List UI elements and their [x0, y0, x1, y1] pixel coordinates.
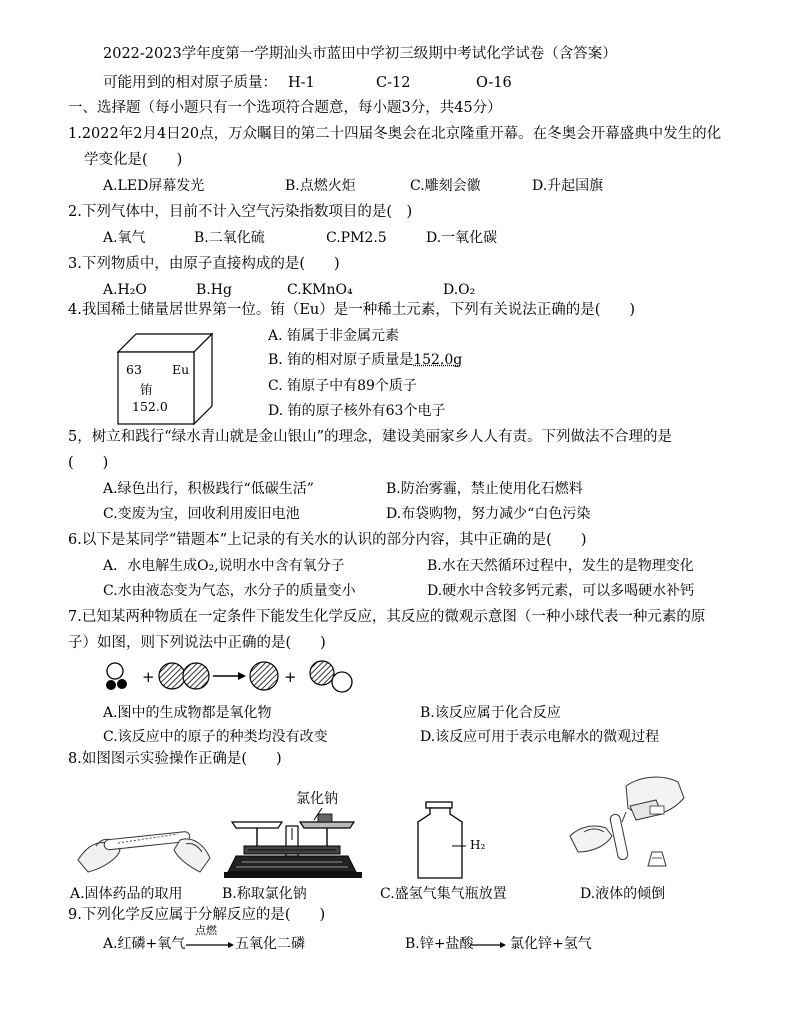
q9-stem: 9.下列化学反应属于分解反应的是( )	[68, 907, 326, 923]
q4-option-b-value: 152.0g	[413, 352, 463, 368]
reaction-microscopic-diagram	[100, 658, 360, 696]
q2-option-b: B.二氧化硫	[194, 230, 265, 246]
element-symbol: Eu	[172, 362, 190, 377]
q8-caption-d: D.液体的倾倒	[580, 886, 666, 902]
q8-caption-a: A.固体药品的取用	[70, 886, 183, 902]
q7-option-c: C.该反应中的原子的种类均没有改变	[103, 729, 328, 745]
q7-stem-line2: 子）如图，则下列说法中正确的是( )	[68, 635, 326, 651]
q8-caption-b: B.称取氯化钠	[222, 886, 307, 902]
q5-option-a: A.绿色出行，积极践行“低碳生活”	[103, 481, 314, 497]
q1-stem-line2: 学变化是( )	[84, 152, 183, 168]
q2-option-c: C.PM2.5	[326, 230, 387, 246]
q9-option-a-condition: 点燃	[195, 924, 217, 937]
atomic-mass-o: O-16	[476, 75, 512, 91]
element-number: 63	[126, 362, 142, 377]
atomic-mass-c: C-12	[376, 75, 411, 91]
q4-option-c: C. 铕原子中有89个质子	[268, 378, 417, 394]
q8-stem: 8.如图图示实验操作正确是( )	[68, 751, 282, 767]
q6-option-a: A．水电解生成O₂,说明水中含有氧分子	[103, 558, 345, 574]
q1-option-d: D.升起国旗	[532, 178, 604, 194]
section-heading: 一、选择题（每小题只有一个选项符合题意，每小题3分，共45分）	[68, 100, 502, 116]
plus-sign-1: +	[142, 668, 155, 686]
product-molecule-1	[250, 662, 278, 690]
q6-option-d: D.硬水中含较多钙元素，可以多喝硬水补钙	[427, 583, 695, 599]
q6-option-b: B.水在天然循环过程中，发生的是物理变化	[427, 558, 694, 574]
q2-stem: 2.下列气体中，目前不计入空气污染指数项目的是( )	[68, 204, 413, 220]
q1-option-b: B.点燃火炬	[285, 178, 356, 194]
q6-stem: 6.以下是某同学“错题本”上记录的有关水的认识的部分内容，其中正确的是( )	[68, 532, 587, 548]
atomic-mass-label: 可能用到的相对原子质量：	[103, 75, 277, 91]
q5-option-d: D.布袋购物，努力减少“白色污染	[386, 506, 591, 522]
atomic-mass-h: H-1	[288, 75, 315, 91]
q8-caption-c: C.盛氢气集气瓶放置	[380, 886, 507, 902]
reactant-molecule-1	[106, 663, 127, 690]
q2-option-a: A.氧气	[103, 230, 146, 246]
q5-option-b: B.防治雾霾，禁止使用化石燃料	[386, 481, 583, 497]
q4-option-a: A. 铕属于非金属元素	[268, 328, 400, 344]
plus-sign-2: +	[284, 668, 297, 686]
q3-option-b: B.Hg	[196, 282, 232, 298]
q9-option-b-arrow	[470, 940, 506, 950]
q9-option-b-left: B.锌+盐酸	[405, 936, 474, 952]
element-mass: 152.0	[132, 399, 168, 414]
q7-option-b: B.该反应属于化合反应	[420, 705, 561, 721]
label-sodium-chloride: 氯化钠	[296, 791, 338, 807]
q4-option-d: D. 铕的原子核外有63个电子	[268, 403, 446, 419]
q4-option-b	[268, 350, 462, 370]
q7-stem-line1: 7.已知某两种物质在一定条件下能发生化学反应，其反应的微观示意图（一种小球代表一种元素的原	[68, 609, 706, 625]
figure-gas-jar	[414, 800, 466, 880]
q5-option-c: C.变废为宝，回收利用废旧电池	[103, 506, 300, 522]
q6-option-c: C.水由液态变为气态，水分子的质量变小	[103, 583, 356, 599]
q4-stem: 4.我国稀土储量居世界第一位。铕（Eu）是一种稀土元素，下列有关说法正确的是( )	[68, 302, 636, 318]
label-hydrogen: H₂	[470, 838, 486, 852]
q9-option-b-right: 氯化锌+氢气	[510, 936, 592, 952]
q3-option-a: A.H₂O	[103, 282, 147, 298]
q9-option-a-arrow	[186, 940, 234, 950]
exam-title: 2022-2023学年度第一学期汕头市蓝田中学初三级期中考试化学试卷（含答案）	[103, 46, 617, 62]
q7-option-d: D.该反应可用于表示电解水的微观过程	[420, 729, 660, 745]
q9-option-a-right: 五氧化二磷	[235, 936, 305, 952]
q4-option-b-text: B. 铕的相对原子质量是	[268, 352, 414, 368]
reactant-molecule-2	[159, 663, 209, 689]
q1-option-a: A.LED屏幕发光	[103, 178, 205, 194]
element-name: 铕	[140, 382, 153, 397]
q3-stem: 3.下列物质中，由原子直接构成的是( )	[68, 256, 340, 272]
element-cell-europium	[106, 330, 216, 425]
q3-option-d: D.O₂	[443, 282, 476, 298]
reaction-arrow	[213, 672, 246, 680]
q1-stem-line1: 1.2022年2月4日20点，万众瞩目的第二十四届冬奥会在北京隆重开幕。在冬奥会开幕盛典中发生的化	[68, 126, 722, 142]
figure-liquid-pouring	[566, 770, 696, 880]
q2-option-d: D.一氧化碳	[426, 230, 498, 246]
q3-option-c: C.KMnO₄	[287, 282, 353, 298]
figure-balance	[222, 806, 372, 882]
q5-stem-line2: ( )	[68, 455, 109, 471]
q9-option-a-left: A.红磷+氧气	[103, 936, 186, 952]
figure-solid-reagent	[74, 810, 214, 880]
q5-stem-line1: 5，树立和践行“绿水青山就是金山银山”的理念，建设美丽家乡人人有责。下列做法不合理的是	[68, 429, 673, 445]
q7-option-a: A.图中的生成物都是氧化物	[103, 705, 272, 721]
q1-option-c: C.雕刻会徽	[410, 178, 481, 194]
product-molecule-2	[310, 661, 352, 692]
